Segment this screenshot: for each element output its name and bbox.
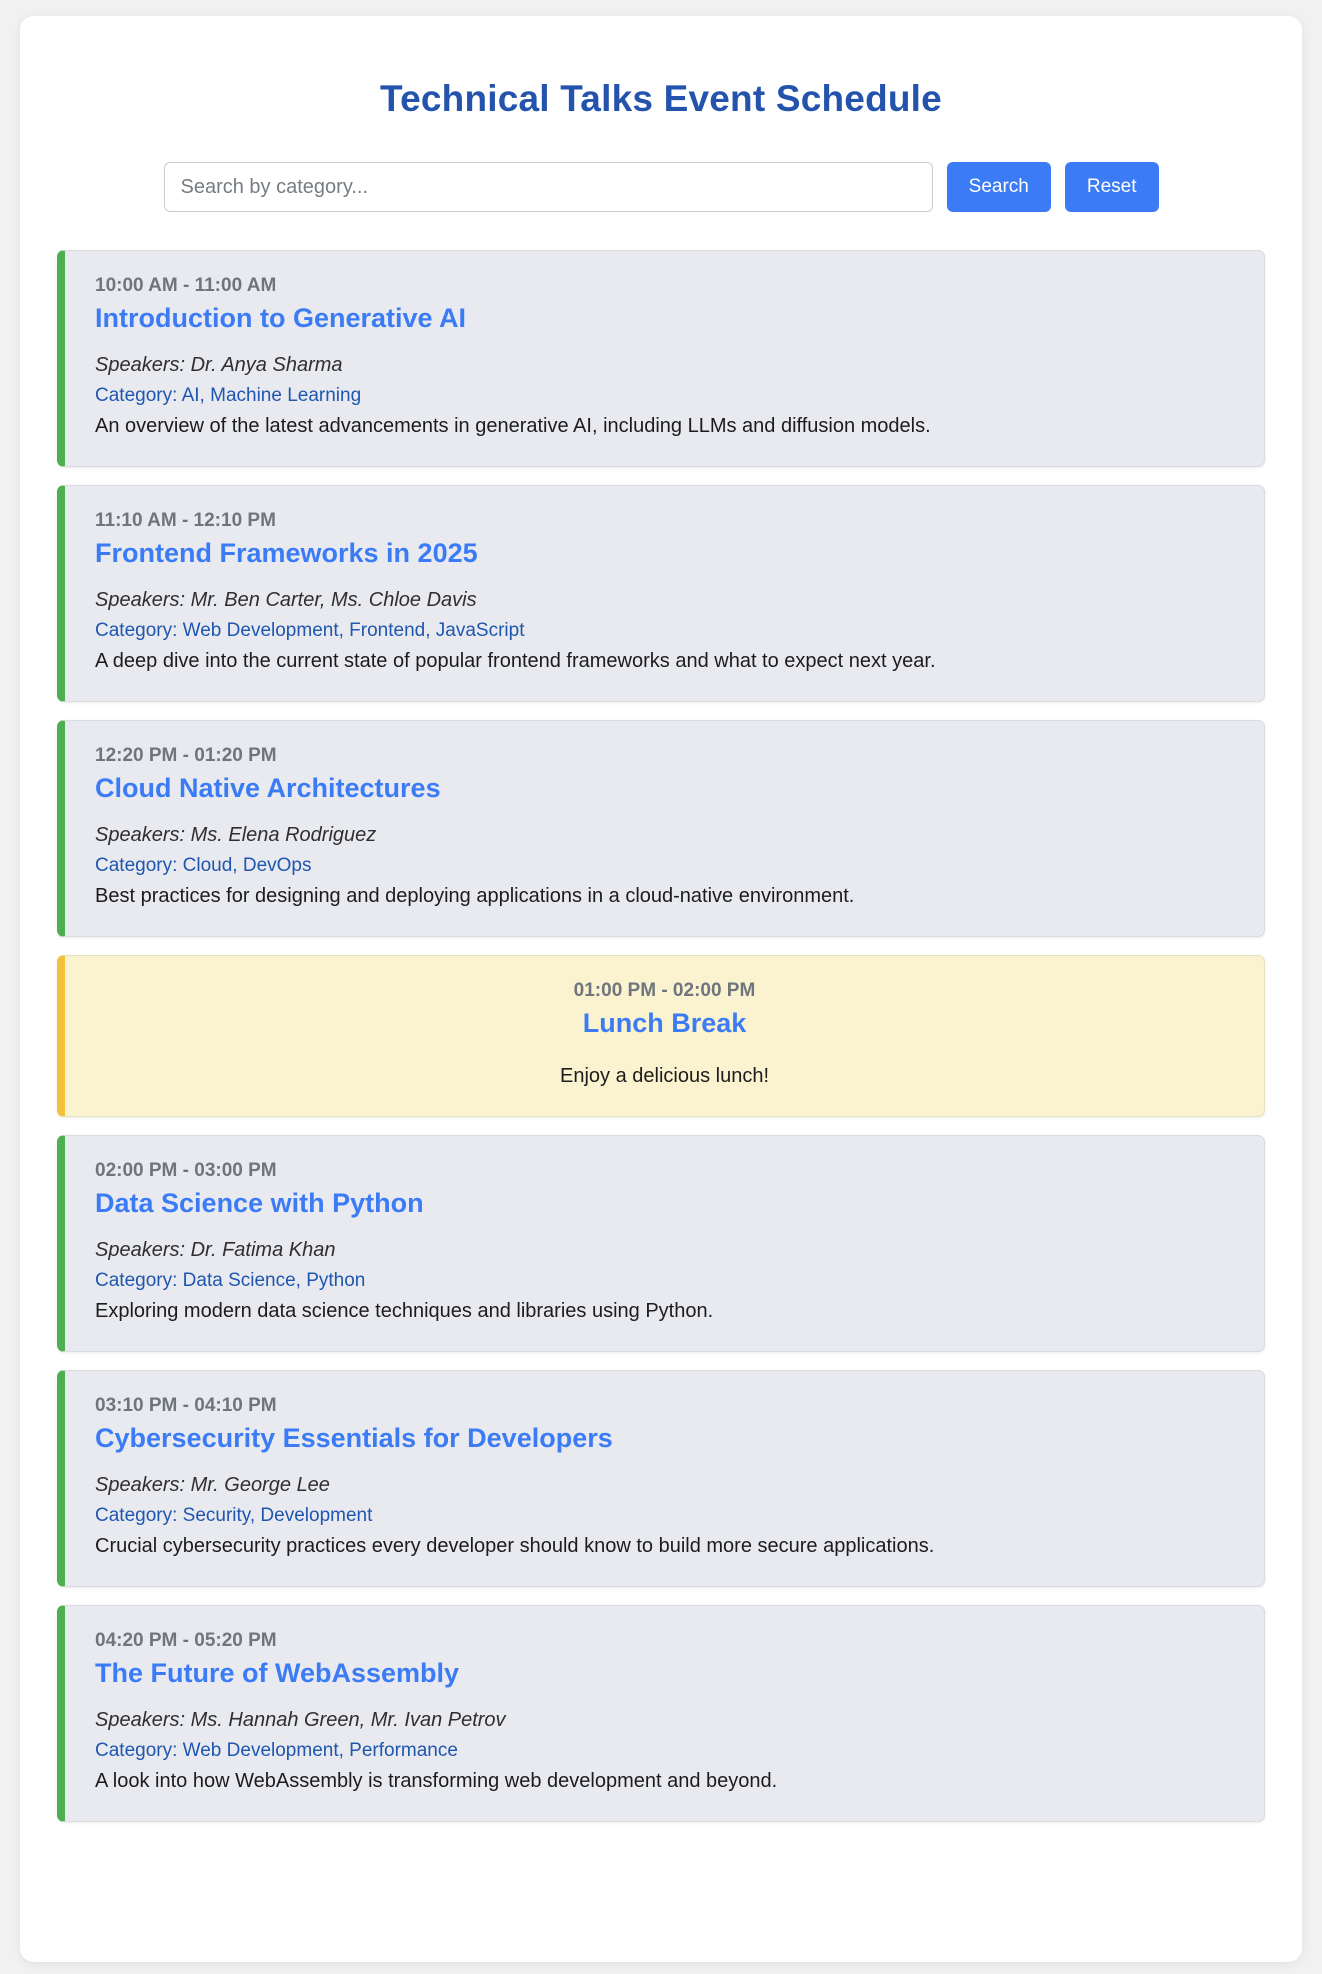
event-card [57, 1135, 1265, 1352]
event-category: Category: Web Development, Frontend, JavaScript [95, 620, 525, 641]
event-category: Category: Data Science, Python [95, 1270, 366, 1291]
search-button[interactable]: Search [947, 162, 1051, 212]
event-category: Category: Cloud, DevOps [95, 855, 312, 876]
event-description: Best practices for designing and deploying applications in a cloud-native environment. [95, 885, 855, 907]
event-category: Category: AI, Machine Learning [95, 385, 362, 406]
event-description: Crucial cybersecurity practices every developer should know to build more secure applications. [95, 1535, 935, 1557]
events-list [57, 250, 1265, 1822]
event-title: The Future of WebAssembly [95, 1658, 460, 1688]
event-description: A look into how WebAssembly is transforming web development and beyond. [95, 1770, 778, 1792]
event-title: Introduction to Generative AI [95, 303, 467, 333]
event-description: Exploring modern data science techniques and libraries using Python. [95, 1300, 714, 1322]
event-speakers: Speakers: Mr. George Lee [95, 1474, 330, 1496]
event-description: An overview of the latest advancements in generative AI, including LLMs and diffusion models. [95, 415, 931, 437]
reset-button[interactable]: Reset [1065, 162, 1159, 212]
event-card [57, 485, 1265, 702]
event-speakers: Speakers: Dr. Anya Sharma [95, 354, 343, 376]
event-description: A deep dive into the current state of popular frontend frameworks and what to expect next year. [95, 650, 936, 672]
event-card [57, 720, 1265, 937]
event-card [57, 250, 1265, 467]
event-category: Category: Security, Development [95, 1505, 373, 1526]
page-title: Technical Talks Event Schedule [380, 78, 942, 119]
event-time: 02:00 PM - 03:00 PM [95, 1160, 277, 1181]
event-time: 12:20 PM - 01:20 PM [95, 745, 277, 766]
event-title: Cybersecurity Essentials for Developers [95, 1423, 613, 1453]
event-title: Cloud Native Architectures [95, 773, 441, 803]
event-title: Data Science with Python [95, 1188, 424, 1218]
event-time: 11:10 AM - 12:10 PM [95, 510, 276, 531]
event-time: 01:00 PM - 02:00 PM [573, 980, 756, 1001]
event-card [57, 1370, 1265, 1587]
search-bar [164, 162, 1159, 212]
event-speakers: Speakers: Dr. Fatima Khan [95, 1239, 336, 1261]
search-input[interactable] [164, 162, 933, 212]
schedule-container [20, 16, 1302, 1962]
event-title: Frontend Frameworks in 2025 [95, 538, 478, 568]
event-category: Category: Web Development, Performance [95, 1740, 458, 1761]
event-time: 10:00 AM - 11:00 AM [95, 275, 277, 296]
break-card [57, 955, 1265, 1117]
event-title: Lunch Break [582, 1008, 747, 1038]
event-time: 03:10 PM - 04:10 PM [95, 1395, 277, 1416]
event-speakers: Speakers: Ms. Elena Rodriguez [95, 824, 377, 846]
event-description: Enjoy a delicious lunch! [559, 1065, 769, 1087]
event-time: 04:20 PM - 05:20 PM [95, 1630, 277, 1651]
event-speakers: Speakers: Mr. Ben Carter, Ms. Chloe Davis [95, 589, 477, 611]
event-card [57, 1605, 1265, 1822]
event-speakers: Speakers: Ms. Hannah Green, Mr. Ivan Petrov [95, 1709, 506, 1731]
